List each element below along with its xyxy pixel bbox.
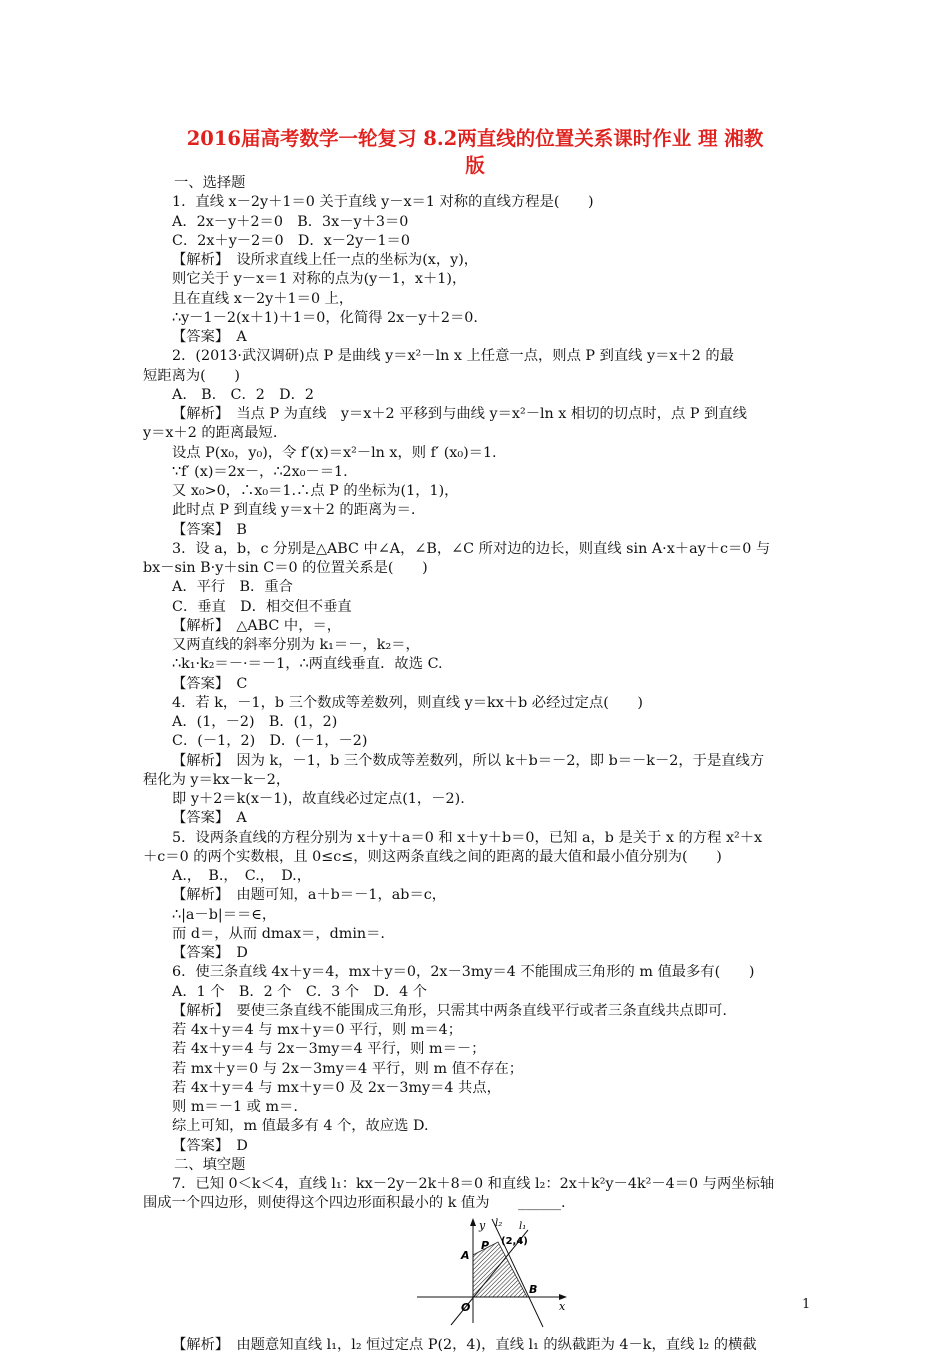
q6-solution-line: 则 m＝－1 或 m＝. xyxy=(172,1099,298,1115)
q5-solution-line: 而 d＝，从而 dmax＝，dmin＝. xyxy=(172,925,385,942)
q2-options-1: A. B. C．2 D．2 xyxy=(172,386,314,403)
q3-options-1: A．平行 B．重合 xyxy=(172,579,293,596)
q1-solution-line: 【解析】 设所求直线上任一点的坐标为(x，y)， xyxy=(172,252,479,268)
title-line-2: 版 xyxy=(465,154,485,177)
q3-options-2: C．垂直 D．相交但不垂直 xyxy=(172,598,352,615)
q3-solution-line: ∴k₁·k₂＝－·＝－1，∴两直线垂直．故选 C. xyxy=(172,656,443,673)
q1-solution-line: ∴y－1－2(x＋1)＋1＝0，化简得 2x－y＋2＝0. xyxy=(172,309,478,326)
q4-options-2: C．(－1，2) D．(－1，－2) xyxy=(172,733,368,750)
q6-solution-line: 综上可知，m 值最多有 4 个，故应选 D. xyxy=(172,1118,429,1135)
q2-solution-line: 又 x₀>0，∴x₀＝1.∴点 P 的坐标为(1，1)， xyxy=(172,483,459,499)
q5-stem-cont: ＋c＝0 的两个实数根，且 0≤c≤，则这两条直线之间的距离的最大值和最小值分别为( ) xyxy=(143,848,722,865)
label-a: A xyxy=(461,1248,470,1262)
q4-answer: 【答案】 A xyxy=(172,810,247,827)
title-line-1: 2016届高考数学一轮复习 8.2两直线的位置关系课时作业 理 湘教 xyxy=(186,127,764,150)
q6-solution-line: 若 4x＋y＝4 与 2x－3my＝4 平行，则 m＝－； xyxy=(172,1041,486,1058)
q4-options-1: A．(1，－2) B．(1，2) xyxy=(172,714,338,730)
label-b: B xyxy=(529,1282,538,1296)
q7-stem-cont: 围成一个四边形，则使得这个四边形面积最小的 k 值为 ______. xyxy=(143,1195,566,1212)
q4-solution-line: 即 y＋2＝k(x－1)，故直线必过定点(1，－2). xyxy=(172,791,465,807)
label-x: x xyxy=(559,1299,566,1313)
q6-options-1: A．1 个 B．2 个 C．3 个 D．4 个 xyxy=(172,983,428,1000)
q4-solution-line: 程化为 y＝kx－k－2， xyxy=(143,771,291,788)
q5-answer: 【答案】 D xyxy=(172,945,248,961)
q3-stem: 3．设 a，b，c 分别是△ABC 中∠A，∠B，∠C 所对边的边长，则直线 sin A·x＋ay＋c＝0 与 xyxy=(172,540,771,557)
document-body xyxy=(143,174,815,1355)
q7-figure xyxy=(143,1215,815,1333)
label-point: (2,4) xyxy=(501,1235,528,1247)
q7-solution-line: 【解析】 由题意知直线 l₁，l₂ 恒过定点 P(2，4)，直线 l₁ 的纵截距为 4－k，直线 l₂ 的横截 xyxy=(172,1336,757,1353)
q5-options-1: A.， B.， C.， D.， xyxy=(172,868,312,884)
q2-solution-line: 此时点 P 到直线 y＝x＋2 的距离为＝. xyxy=(172,502,416,519)
q1-solution-line: 则它关于 y－x＝1 对称的点为(y－1，x＋1)， xyxy=(172,271,467,288)
document-title xyxy=(130,125,820,179)
q3-solution-line: 【解析】 △ABC 中，＝， xyxy=(172,617,342,634)
q2-answer: 【答案】 B xyxy=(172,521,247,538)
q4-solution-line: 【解析】 因为 k，－1，b 三个数成等差数列，所以 k＋b＝－2，即 b＝－k－2，于是直线方 xyxy=(172,752,765,769)
q6-solution-line: 【解析】 要使三条直线不能围成三角形，只需其中两条直线平行或者三条直线共点即可. xyxy=(172,1002,727,1019)
label-l2: l₂ xyxy=(495,1217,503,1229)
page-number: 1 xyxy=(802,1297,811,1312)
q5-stem: 5．设两条直线的方程分别为 x＋y＋a＝0 和 x＋y＋b＝0，已知 a，b 是关于 x 的方程 x²＋x xyxy=(172,829,763,846)
label-y: y xyxy=(479,1218,486,1232)
q2-stem: 2．(2013·武汉调研)点 P 是曲线 y＝x²－ln x 上任意一点，则点 P 到直线 y＝x＋2 的最 xyxy=(172,348,734,365)
q2-solution-line: y＝x＋2 的距离最短. xyxy=(143,425,278,442)
label-o: O xyxy=(461,1300,471,1314)
q5-solution-line: 【解析】 由题可知，a＋b＝－1，ab＝c， xyxy=(172,887,447,904)
q6-stem: 6．使三条直线 4x＋y＝4，mx＋y＝0，2x－3my＝4 不能围成三角形的 m 值最多有( ) xyxy=(172,964,755,981)
q1-stem: 1．直线 x－2y＋1＝0 关于直线 y－x＝1 对称的直线方程是( ) xyxy=(172,194,594,211)
q6-solution-line: 若 mx＋y＝0 与 2x－3my＝4 平行，则 m 值不存在； xyxy=(172,1060,524,1077)
q6-solution-line: 若 4x＋y＝4 与 mx＋y＝0 平行，则 m＝4； xyxy=(172,1022,463,1038)
q2-solution-line: 【解析】 当点 P 为直线 y＝x＋2 平移到与曲线 y＝x²－ln x 相切的切点时，点 P 到直线 xyxy=(172,406,747,422)
q5-solution-line: ∴|a－b|＝＝∈， xyxy=(172,906,277,923)
q3-solution-line: 又两直线的斜率分别为 k₁＝－，k₂＝， xyxy=(172,637,420,653)
q1-options-2: C．2x＋y－2＝0 D．x－2y－1＝0 xyxy=(172,232,410,249)
q6-answer: 【答案】 D xyxy=(172,1137,248,1154)
section-heading-2: 二、填空题 xyxy=(174,1156,246,1173)
q4-stem: 4．若 k，－1，b 三个数成等差数列，则直线 y＝kx＋b 必经过定点( ) xyxy=(172,694,644,711)
q1-options-1: A．2x－y＋2＝0 B．3x－y＋3＝0 xyxy=(172,213,409,230)
q3-answer: 【答案】 C xyxy=(172,675,248,692)
q2-stem-cont: 短距离为( ) xyxy=(143,367,240,384)
q1-answer: 【答案】 A xyxy=(172,329,247,345)
y-axis-arrow xyxy=(470,1218,476,1226)
coordinate-diagram xyxy=(413,1215,573,1333)
q7-stem: 7．已知 0＜k＜4，直线 l₁：kx－2y－2k＋8＝0 和直线 l₂：2x＋k²y－4k²－4＝0 与两坐标轴 xyxy=(172,1176,775,1192)
q1-solution-line: 且在直线 x－2y＋1＝0 上， xyxy=(172,290,354,307)
q6-solution-line: 若 4x＋y＝4 与 mx＋y＝0 及 2x－3my＝4 共点， xyxy=(172,1079,501,1096)
q3-stem-cont: bx－sin B·y＋sin C＝0 的位置关系是( ) xyxy=(143,560,428,576)
section-heading-1: 一、选择题 xyxy=(174,175,246,191)
q2-solution-line: ∵f′ (x)＝2x－，∴2x₀－＝1. xyxy=(172,463,348,480)
q2-solution-line: 设点 P(x₀，y₀)，令 f′(x)＝x²－ln x，则 f′ (x₀)＝1. xyxy=(172,444,497,461)
label-p: P xyxy=(481,1238,490,1252)
label-l1: l₁ xyxy=(519,1220,527,1232)
